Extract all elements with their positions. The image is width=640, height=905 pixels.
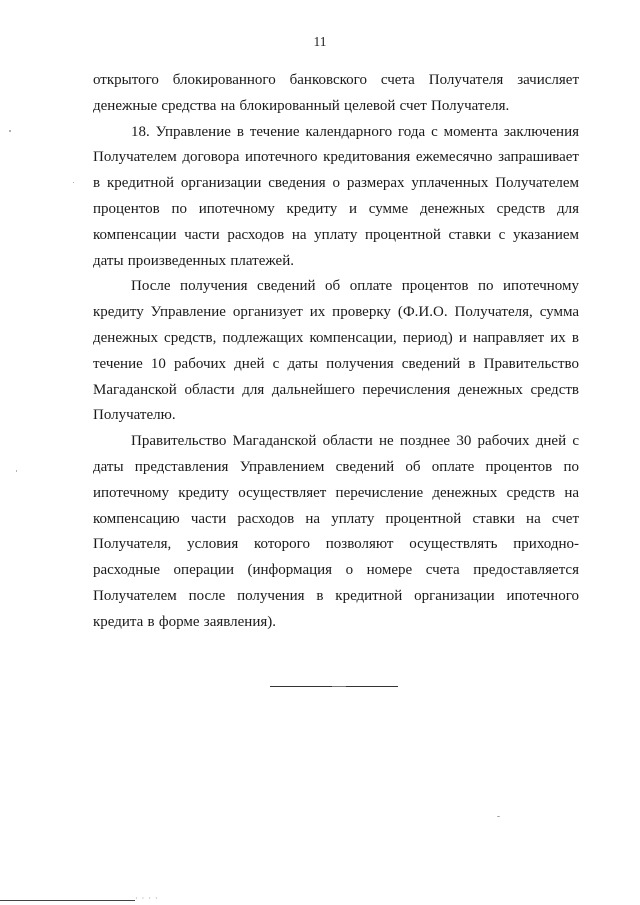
paragraph-verification: После получения сведений об оплате процентов по ипотечному кредиту Управление организует их проверку (Ф.И.О. Получателя, сумма денежных средств, подлежащих компенсации, период) и направляет их в течение 10 рабочих дней с даты получения сведений в Правительство Магаданской области для дальнейшего перечисления денежных средств Получателю. [93,278,579,424]
end-separator-mark [332,686,346,687]
paragraph-government-transfer: Правительство Магаданской области не позднее 30 рабочих дней с даты представления Управлением сведений об оплате процентов по ипотечному кредиту осуществляет перечисление денежных средств на компенсацию части расходов на уплату процентной ставки на счет Получателя, условия которого позволяют осуществлять приходно-расходные операции (информация о номере счета предоставляется Получателем после получения в кредитной организации ипотечного кредита в форме заявления). [93,433,579,630]
scan-speck [73,182,74,183]
scan-speck [16,470,17,472]
paragraph-continuation: открытого блокированного банковского счета Получателя зачисляет денежные средства на блокированный целевой счет Получателя. [93,72,579,114]
bottom-edge-dots: · · · · [135,894,159,903]
document-body [93,68,579,636]
page-number: 11 [313,34,327,49]
bottom-edge-rule [0,900,135,901]
scan-speck [497,816,500,817]
scan-speck [9,130,11,132]
paragraph-item-18: 18. Управление в течение календарного года с момента заключения Получателем договора ипотечного кредитования ежемесячно запрашивает в кредитной организации сведения о размерах уплаченных Получателем процентов по ипотечному кредиту и сумме денежных средств для компенсации части расходов на уплату процентной ставки с указанием даты произведенных платежей. [93,123,579,269]
